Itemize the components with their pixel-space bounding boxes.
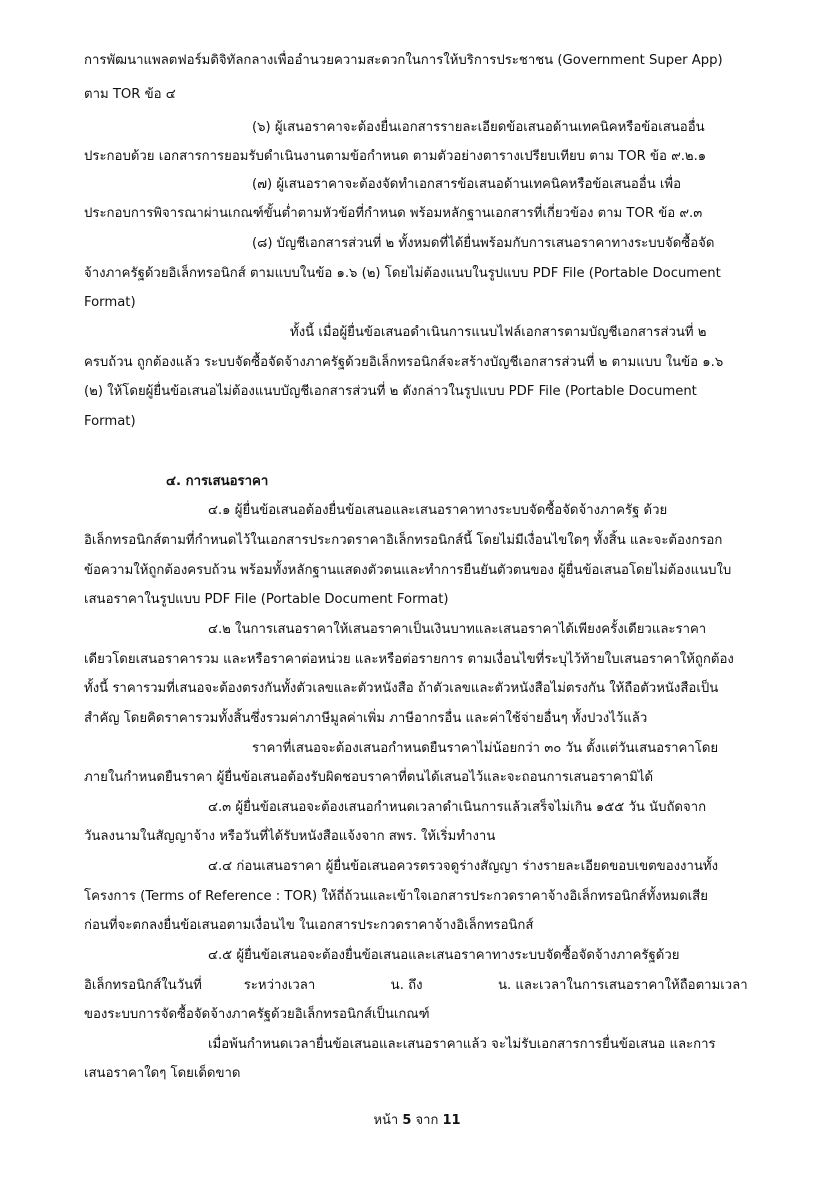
page-number: 5 bbox=[402, 1113, 412, 1128]
clause-start: ๔.๒ ในการเสนอราคาให้เสนอราคาเป็นเงินบาทและเสนอราคาได้เพียงครั้งเดียวและราคา bbox=[208, 622, 707, 637]
text-line: อิเล็กทรอนิกส์ตามที่กำหนดไว้ในเอกสารประกวดราคาอิเล็กทรอนิกส์นี้ โดยไม่มีเงื่อนไขใดๆ ทั้งสิ้น และจะต้องกรอก bbox=[84, 533, 723, 548]
text-line: เสนอราคาใดๆ โดยเด็ดขาด bbox=[84, 1066, 241, 1081]
text-line: วันลงนามในสัญญาจ้าง หรือวันที่ได้รับหนังสือแจ้งจาก สพร. ให้เริ่มทำงาน bbox=[84, 829, 496, 844]
text-line: (๒) ให้โดยผู้ยื่นข้อเสนอไม่ต้องแนบบัญชีเอกสารส่วนที่ ๒ ดังกล่าวในรูปแบบ PDF File (Portable Document bbox=[84, 384, 697, 399]
page-footer bbox=[0, 1112, 834, 1130]
list-item: (๖) ผู้เสนอราคาจะต้องยื่นเอกสารรายละเอียดข้อเสนอด้านเทคนิคหรือข้อเสนออื่น bbox=[252, 120, 705, 135]
text-line: ครบถ้วน ถูกต้องแล้ว ระบบจัดซื้อจัดจ้างภาครัฐด้วยอิเล็กทรอนิกส์จะสร้างบัญชีเอกสารส่วนที่ ๒ ตามแบบ ในข้อ ๑.๖ bbox=[84, 355, 724, 370]
paragraph-start: ราคาที่เสนอจะต้องเสนอกำหนดยืนราคาไม่น้อยกว่า ๓๐ วัน ตั้งแต่วันเสนอราคาโดย bbox=[252, 741, 719, 756]
text-line: ประกอบการพิจารณาผ่านเกณฑ์ขั้นต่ำตามหัวข้อที่กำหนด พร้อมหลักฐานเอกสารที่เกี่ยวข้อง ตาม TOR ข้อ ๙.๓ bbox=[84, 206, 703, 221]
text-line: ภายในกำหนดยืนราคา ผู้ยื่นข้อเสนอต้องรับผิดชอบราคาที่ตนได้เสนอไว้และจะถอนการเสนอราคามิได้ bbox=[84, 770, 654, 785]
text-line: การพัฒนาแพลตฟอร์มดิจิทัลกลางเพื่ออำนวยความสะดวกในการให้บริการประชาชน (Government Super App) bbox=[84, 53, 723, 68]
clause-start: ๔.๑ ผู้ยื่นข้อเสนอต้องยื่นข้อเสนอและเสนอราคาทางระบบจัดซื้อจัดจ้างภาครัฐ ด้วย bbox=[208, 503, 668, 518]
paragraph-start: เมื่อพ้นกำหนดเวลายื่นข้อเสนอและเสนอราคาแล้ว จะไม่รับเอกสารการยื่นข้อเสนอ และการ bbox=[208, 1037, 716, 1052]
text-line: Format) bbox=[84, 414, 136, 429]
text-line: เดียวโดยเสนอราคารวม และหรือราคาต่อหน่วย และหรือต่อรายการ ตามเงื่อนไขที่ระบุไว้ท้ายใบเสนอราคาให้ถูกต้อง bbox=[84, 652, 734, 667]
list-item: (๗) ผู้เสนอราคาจะต้องจัดทำเอกสารข้อเสนอด้านเทคนิคหรือข้อเสนออื่น เพื่อ bbox=[252, 177, 682, 192]
text-line: ข้อความให้ถูกต้องครบถ้วน พร้อมทั้งหลักฐานแสดงตัวตนและทำการยืนยันตัวตนของ ผู้ยื่นข้อเสนอโดยไม่ต้องแนบใบ bbox=[84, 563, 732, 578]
text-line: สำคัญ โดยคิดราคารวมทั้งสิ้นซึ่งรวมค่าภาษีมูลค่าเพิ่ม ภาษีอากรอื่น และค่าใช้จ่ายอื่นๆ ทั้งปวงไว้แล้ว bbox=[84, 711, 648, 726]
clause-start: ๔.๓ ผู้ยื่นข้อเสนอจะต้องเสนอกำหนดเวลาดำเนินการแล้วเสร็จไม่เกิน ๑๕๕ วัน นับถัดจาก bbox=[208, 800, 707, 815]
section-heading: ๔. การเสนอราคา bbox=[166, 474, 269, 489]
text-line: ทั้งนี้ ราคารวมที่เสนอจะต้องตรงกันทั้งตัวเลขและตัวหนังสือ ถ้าตัวเลขและตัวหนังสือไม่ตรงกัน ให้ถือตัวหนังสือเป็น bbox=[84, 681, 719, 696]
footer-middle: จาก bbox=[415, 1113, 439, 1128]
text-line: จ้างภาครัฐด้วยอิเล็กทรอนิกส์ ตามแบบในข้อ ๑.๖ (๒) โดยไม่ต้องแนบในรูปแบบ PDF File (Portable Document bbox=[84, 266, 721, 281]
footer-prefix: หน้า bbox=[373, 1113, 399, 1128]
list-item: (๘) บัญชีเอกสารส่วนที่ ๒ ทั้งหมดที่ได้ยื่นพร้อมกับการเสนอราคาทางระบบจัดซื้อจัด bbox=[252, 236, 715, 251]
text-line: เสนอราคาในรูปแบบ PDF File (Portable Document Format) bbox=[84, 592, 449, 607]
clause-start: ๔.๕ ผู้ยื่นข้อเสนอจะต้องยื่นข้อเสนอและเสนอราคาทางระบบจัดซื้อจัดจ้างภาครัฐด้วย bbox=[208, 948, 680, 963]
text-line: ก่อนที่จะตกลงยื่นข้อเสนอตามเงื่อนไข ในเอกสารประกวดราคาจ้างอิเล็กทรอนิกส์ bbox=[84, 918, 534, 933]
clause-start: ๔.๔ ก่อนเสนอราคา ผู้ยื่นข้อเสนอควรตรวจดูร่างสัญญา ร่างรายละเอียดขอบเขตของงานทั้ง bbox=[208, 859, 719, 874]
text-line: ตาม TOR ข้อ ๔ bbox=[84, 87, 176, 102]
text-line: ประกอบด้วย เอกสารการยอมรับดำเนินงานตามข้อกำหนด ตามตัวอย่างตารางเปรียบเทียบ ตาม TOR ข้อ ๙.๒.๑ bbox=[84, 149, 707, 164]
paragraph-start: ทั้งนี้ เมื่อผู้ยื่นข้อเสนอดำเนินการแนบไฟล์เอกสารตามบัญชีเอกสารส่วนที่ ๒ bbox=[290, 325, 707, 340]
page-total: 11 bbox=[442, 1113, 461, 1128]
text-line: Format) bbox=[84, 295, 136, 310]
text-line: ของระบบการจัดซื้อจัดจ้างภาครัฐด้วยอิเล็กทรอนิกส์เป็นเกณฑ์ bbox=[84, 1007, 430, 1022]
text-line: อิเล็กทรอนิกส์ในวันที่ ระหว่างเวลา น. ถึง น. และเวลาในการเสนอราคาให้ถือตามเวลา bbox=[84, 978, 748, 993]
text-line: โครงการ (Terms of Reference : TOR) ให้ถี่ถ้วนและเข้าใจเอกสารประกวดราคาจ้างอิเล็กทรอนิกส์ทั้งหมดเสีย bbox=[84, 889, 708, 904]
